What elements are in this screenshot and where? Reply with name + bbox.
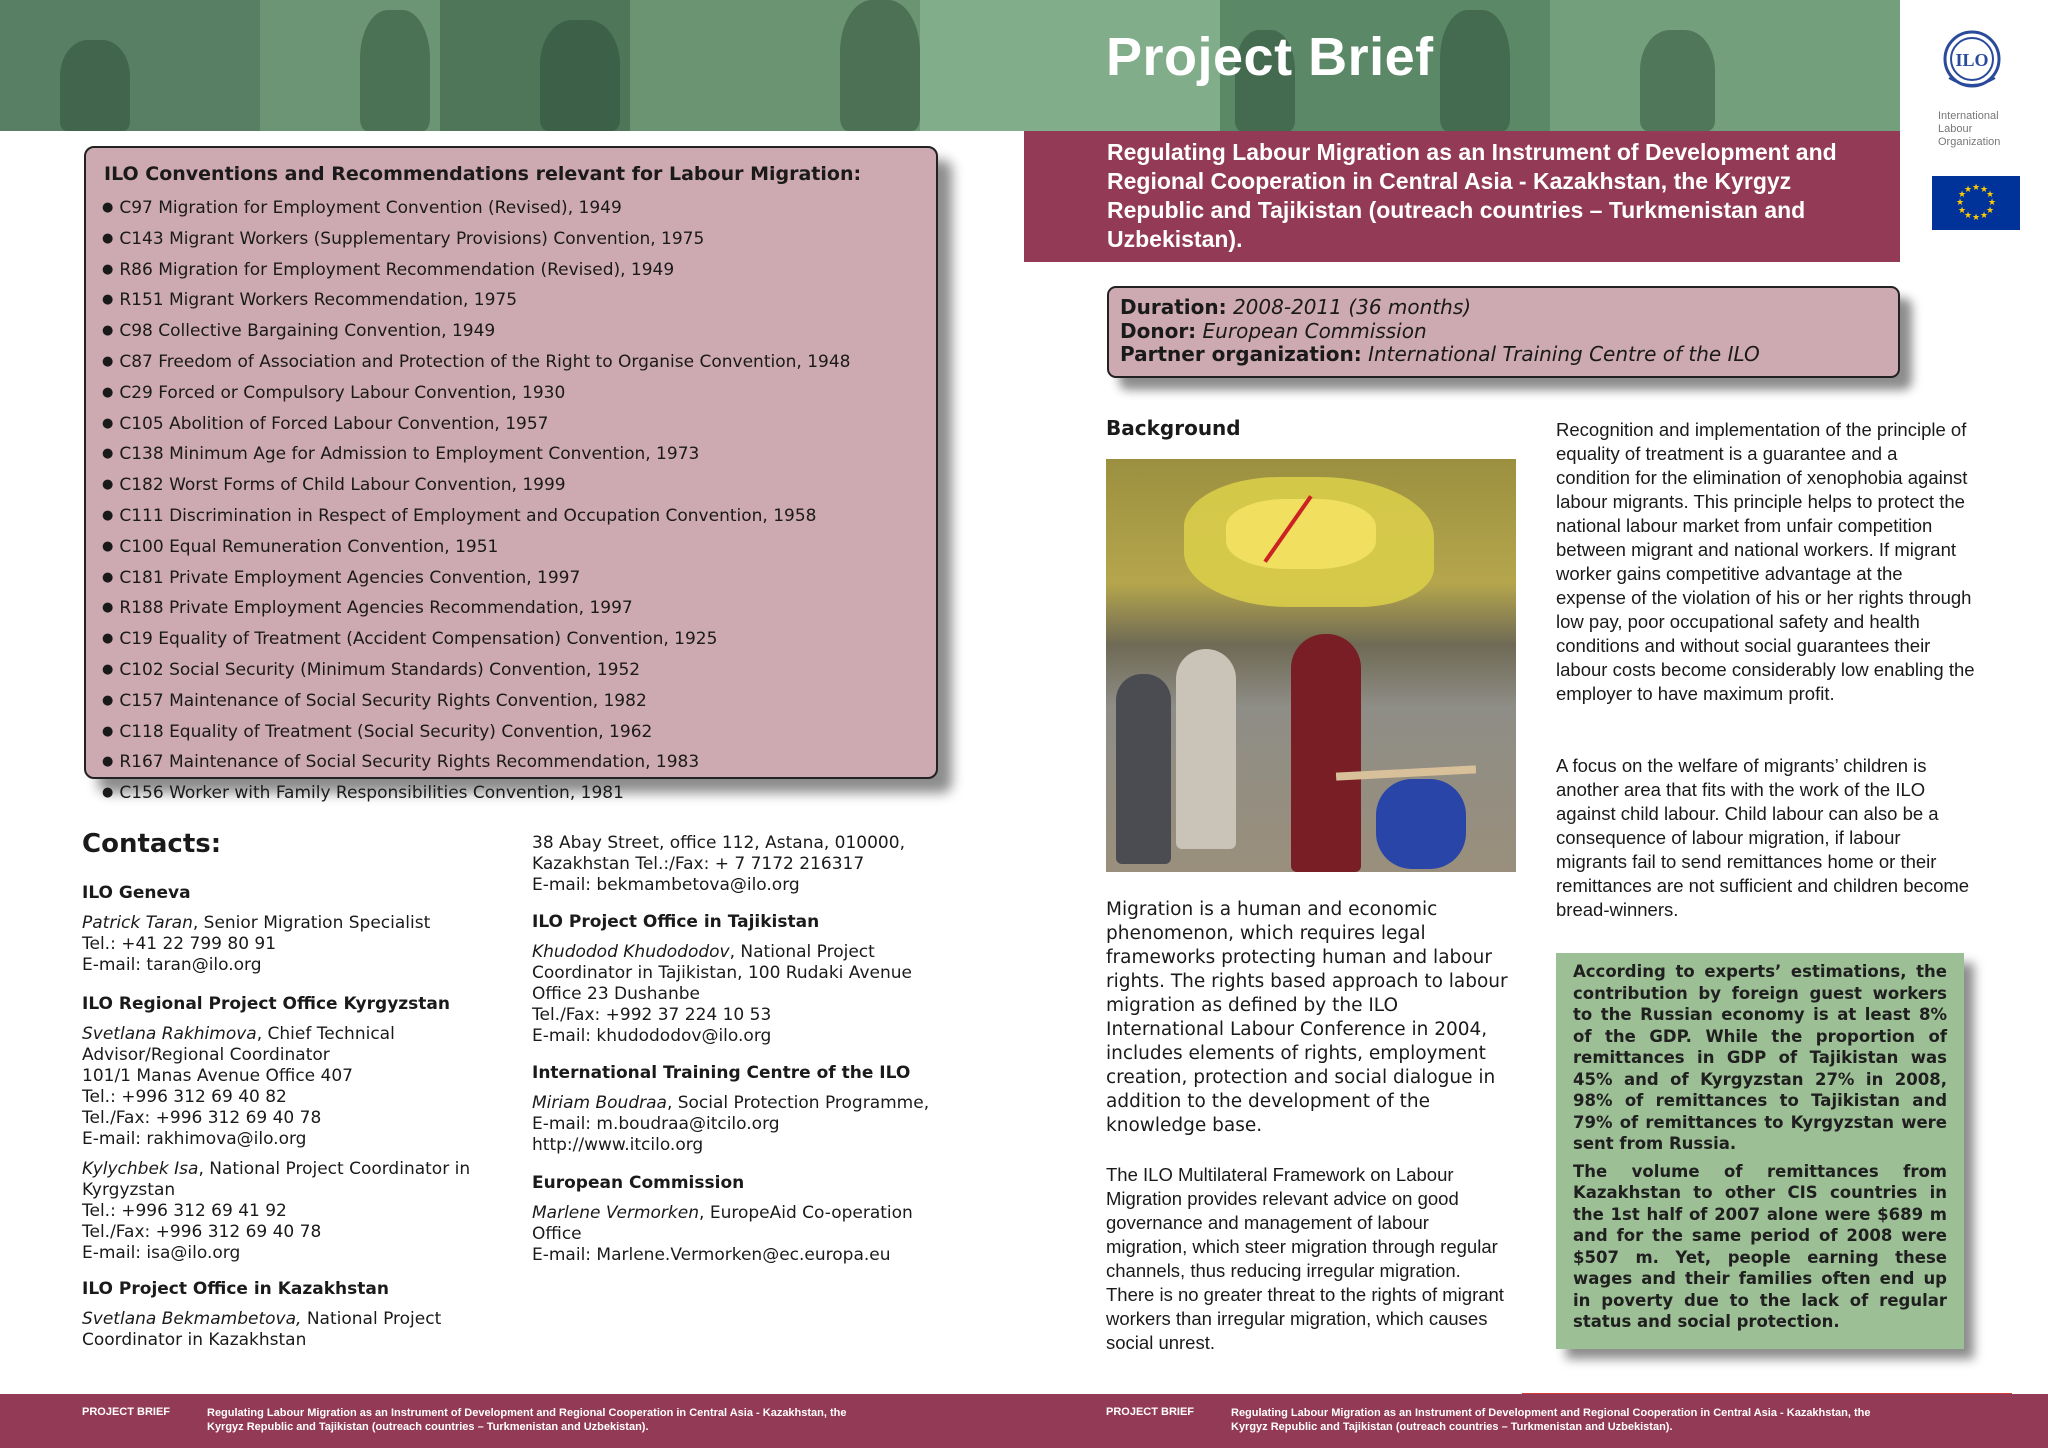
footer-text — [207, 1406, 927, 1434]
background-paragraph: Recognition and implementation of the principle of equality of treatment is a guarantee and a condition for the elimination of xenophobia against labour migrants. This principle helps to protect the national labour market from unfair competition between migrant and national workers. If migrant worker gains competitive advantage at the expense of the violation of his or her rights through low pay, poor occupational safety and health conditions and without social guarantees their labour costs become considerably low enabling the employer to have maximum profit. — [1556, 419, 1975, 704]
contact-kazakhstan — [82, 1279, 502, 1351]
footer-text-line: Kyrgyz Republic and Tajikistan (outreach countries – Turkmenistan and Uzbekistan). — [1231, 1421, 1673, 1433]
contact-role: , EuropeAid Co-operation — [699, 1203, 913, 1223]
list-item: ● C105 Abolition of Forced Labour Convention, 1957 — [102, 410, 850, 441]
footer-text-line: Regulating Labour Migration as an Instrument of Development and Regional Cooperation in Central Asia - Kazakhstan, the — [1231, 1407, 1871, 1419]
contact-name: Svetlana Bekmambetova, — [82, 1309, 302, 1329]
list-item: ● R86 Migration for Employment Recommendation (Revised), 1949 — [102, 256, 850, 287]
contact-name: Svetlana Rakhimova — [82, 1024, 257, 1044]
contact-role: , National Project — [729, 942, 875, 962]
footer-label: PROJECT BRIEF — [1106, 1406, 1195, 1418]
contact-heading: ILO Geneva — [82, 883, 191, 903]
contact-kyrgyzstan — [82, 994, 502, 1264]
list-item: ● C182 Worst Forms of Child Labour Convention, 1999 — [102, 471, 850, 502]
contact-role: National Project — [301, 1309, 442, 1329]
list-item: ● C143 Migrant Workers (Supplementary Provisions) Convention, 1975 — [102, 225, 850, 256]
partner-label: Partner organization: — [1120, 342, 1362, 366]
list-item: ● C111 Discrimination in Respect of Employment and Occupation Convention, 1958 — [102, 502, 850, 533]
contact-email[interactable]: E-mail: Marlene.Vermorken@ec.europa.eu — [532, 1245, 891, 1265]
contact-role: Kyrgyzstan — [82, 1180, 176, 1200]
contact-kazakhstan-address — [532, 833, 972, 896]
contact-email[interactable]: E-mail: bekmambetova@ilo.org — [532, 875, 800, 895]
donor-label: Donor: — [1120, 318, 1197, 343]
ilo-logo — [1935, 28, 2009, 92]
list-item: ● C102 Social Security (Minimum Standards) Convention, 1952 — [102, 656, 850, 687]
contact-name: Marlene Vermorken — [532, 1203, 700, 1223]
contact-email[interactable]: E-mail: m.boudraa@itcilo.org — [532, 1114, 780, 1134]
list-item: ● C97 Migration for Employment Convention (Revised), 1949 — [102, 194, 850, 225]
contact-address: 38 Abay Street, office 112, Astana, 010000, — [532, 833, 905, 853]
list-item: ● R188 Private Employment Agencies Recommendation, 1997 — [102, 594, 850, 625]
list-item: ● C157 Maintenance of Social Security Rights Convention, 1982 — [102, 687, 850, 718]
contact-role: , Social Protection Programme, — [666, 1093, 930, 1113]
contact-name: Khudodod Khudododov — [532, 942, 730, 962]
svg-text:★: ★ — [1971, 183, 1981, 193]
footer-text — [1231, 1406, 1951, 1434]
contact-role: Office — [532, 1224, 582, 1244]
background-paragraph: The ILO Multilateral Framework on Labour Migration provides relevant advice on good governance and management of labour migration, which steer migration through regular channels, thus reducing irregular migration. There is no greater threat to the rights of migrant workers than irregular migration, which causes social unrest. — [1106, 1164, 1504, 1353]
contact-name: Kylychbek Isa — [82, 1159, 199, 1179]
contact-role: Advisor/Regional Coordinator — [82, 1045, 330, 1065]
contact-tel: Tel.: +996 312 69 41 92 — [82, 1201, 287, 1221]
contact-heading: International Training Centre of the ILO — [532, 1063, 911, 1083]
contact-website-link[interactable]: http://www.itcilo.org — [532, 1135, 704, 1155]
footer-text-line: Kyrgyz Republic and Tajikistan (outreach countries – Turkmenistan and Uzbekistan). — [207, 1421, 649, 1433]
contact-address: 101/1 Manas Avenue Office 407 — [82, 1066, 353, 1086]
project-details — [1120, 296, 1760, 367]
footer-label: PROJECT BRIEF — [82, 1406, 171, 1418]
contact-heading: ILO Regional Project Office Kyrgyzstan — [82, 994, 450, 1014]
contact-name: Patrick Taran — [82, 913, 193, 933]
contact-role: , National Project Coordinator in — [198, 1159, 471, 1179]
list-item: ● C100 Equal Remuneration Convention, 1951 — [102, 533, 850, 564]
contact-heading: ILO Project Office in Kazakhstan — [82, 1279, 389, 1299]
contact-fax: Tel./Fax: +996 312 69 40 78 — [82, 1108, 322, 1128]
footer-text-line: Regulating Labour Migration as an Instrument of Development and Regional Cooperation in Central Asia - Kazakhstan, the — [207, 1407, 847, 1419]
project-subtitle: Regulating Labour Migration as an Instrument of Development and Regional Cooperation in Central Asia - Kazakhstan, the Kyrgyz Republic and Tajikistan (outreach countries – Turkmenistan and Uzbekistan). — [1107, 139, 1837, 252]
list-item: ● R151 Migrant Workers Recommendation, 1975 — [102, 286, 850, 317]
list-item: ● R167 Maintenance of Social Security Rights Recommendation, 1983 — [102, 748, 850, 779]
list-item: ● C181 Private Employment Agencies Convention, 1997 — [102, 564, 850, 595]
list-item: ● C138 Minimum Age for Admission to Employment Convention, 1973 — [102, 440, 850, 471]
contact-email[interactable]: E-mail: khudododov@ilo.org — [532, 1026, 772, 1046]
list-item: ● C156 Worker with Family Responsibilities Convention, 1981 — [102, 779, 850, 810]
donor-value: European Commission — [1196, 318, 1427, 343]
contact-geneva — [82, 883, 502, 976]
contacts-heading: Contacts: — [82, 829, 222, 859]
contact-heading: ILO Project Office in Tajikistan — [532, 912, 820, 932]
svg-text:★: ★ — [1971, 213, 1981, 223]
migrants-photo — [1106, 459, 1516, 872]
page-title: Project Brief — [1106, 27, 1434, 87]
contact-tajikistan — [532, 912, 972, 1047]
contact-fax: Tel./Fax: +996 312 69 40 78 — [82, 1222, 322, 1242]
svg-text:★: ★ — [1987, 198, 1997, 208]
svg-text:★: ★ — [1957, 206, 1967, 216]
contact-itc — [532, 1063, 972, 1156]
svg-text:★: ★ — [1963, 211, 1973, 221]
partner-value: International Training Centre of the ILO — [1361, 342, 1760, 366]
background-heading: Background — [1106, 416, 1241, 440]
list-item: ● C87 Freedom of Association and Protection of the Right to Organise Convention, 1948 — [102, 348, 850, 379]
svg-text:★: ★ — [1979, 211, 1989, 221]
contact-email[interactable]: E-mail: isa@ilo.org — [82, 1243, 241, 1263]
conventions-list — [102, 194, 850, 810]
eu-flag-icon — [1932, 176, 2020, 230]
svg-text:★: ★ — [1985, 206, 1995, 216]
contact-ec — [532, 1173, 972, 1266]
svg-text:★: ★ — [1957, 190, 1967, 200]
contact-address: Office 23 Dushanbe — [532, 984, 700, 1004]
highlight-paragraph: According to experts’ estimations, the contribution by foreign guest workers to the Russian economy is at least 8% of the GDP. While the proportion of remittances in GDP of Tajikistan was 45% and of Kyrgyzstan 27% in 2008, 98% of remittances to Tajikistan and 79% of remittances to Kyrgyzstan were sent from Russia. — [1573, 962, 1947, 1153]
svg-text:★: ★ — [1979, 185, 1989, 195]
list-item: ● C29 Forced or Compulsory Labour Convention, 1930 — [102, 379, 850, 410]
svg-text:★: ★ — [1985, 190, 1995, 200]
contact-email[interactable]: E-mail: taran@ilo.org — [82, 955, 262, 975]
list-item: ● C98 Collective Bargaining Convention, 1949 — [102, 317, 850, 348]
duration-value: 2008-2011 (36 months) — [1226, 295, 1472, 319]
contact-role: Coordinator in Kazakhstan — [82, 1330, 307, 1350]
contact-role: Coordinator in Tajikistan, 100 Rudaki Avenue — [532, 963, 912, 983]
contact-role: , Senior Migration Specialist — [192, 913, 431, 933]
contact-tel: Tel.: +41 22 799 80 91 — [82, 934, 277, 954]
svg-text:★: ★ — [1955, 198, 1965, 208]
contact-tel: Tel.: +996 312 69 40 82 — [82, 1087, 287, 1107]
remittances-highlight-text — [1573, 961, 1947, 1339]
conventions-title: ILO Conventions and Recommendations relevant for Labour Migration: — [104, 163, 862, 185]
contact-fax: Tel./Fax: +992 37 224 10 53 — [532, 1005, 772, 1025]
background-paragraph: Migration is a human and economic phenomenon, which requires legal frameworks protecting human and labour rights. The rights based approach to labour migration as defined by the ILO International Labour Conference in 2004, includes elements of rights, employment creation, protection and social dialogue in addition to the development of the knowledge base. — [1106, 899, 1508, 1136]
duration-label: Duration: — [1120, 295, 1227, 319]
highlight-paragraph: The volume of remittances from Kazakhstan to other CIS countries in the 1st half of 2007 alone were $689 m and for the same period of 2008 were $507 m. Yet, people earning these wages and their families often end up in poverty due to the lack of regular status and social protection. — [1573, 1161, 1947, 1331]
contact-name: Miriam Boudraa — [532, 1093, 667, 1113]
contact-heading: European Commission — [532, 1173, 745, 1193]
background-paragraph: A focus on the welfare of migrants’ children is another area that fits with the work of the ILO against child labour. Child labour can also be a consequence of labour migration, if labour migrants fail to send remittances home or their remittances are not sufficient and children become bread-winners. — [1556, 755, 1970, 920]
svg-text:★: ★ — [1963, 185, 1973, 195]
contact-address: Kazakhstan Tel.:/Fax: + 7 7172 216317 — [532, 854, 865, 874]
ilo-org-name: International Labour Organization — [1938, 110, 2001, 148]
contact-email[interactable]: E-mail: rakhimova@ilo.org — [82, 1129, 307, 1149]
list-item: ● C19 Equality of Treatment (Accident Compensation) Convention, 1925 — [102, 625, 850, 656]
list-item: ● C118 Equality of Treatment (Social Security) Convention, 1962 — [102, 718, 850, 749]
ilo-logo-text: ILO — [1955, 50, 1989, 70]
contact-role: , Chief Technical — [256, 1024, 395, 1044]
header-photo-banner — [0, 0, 1900, 131]
